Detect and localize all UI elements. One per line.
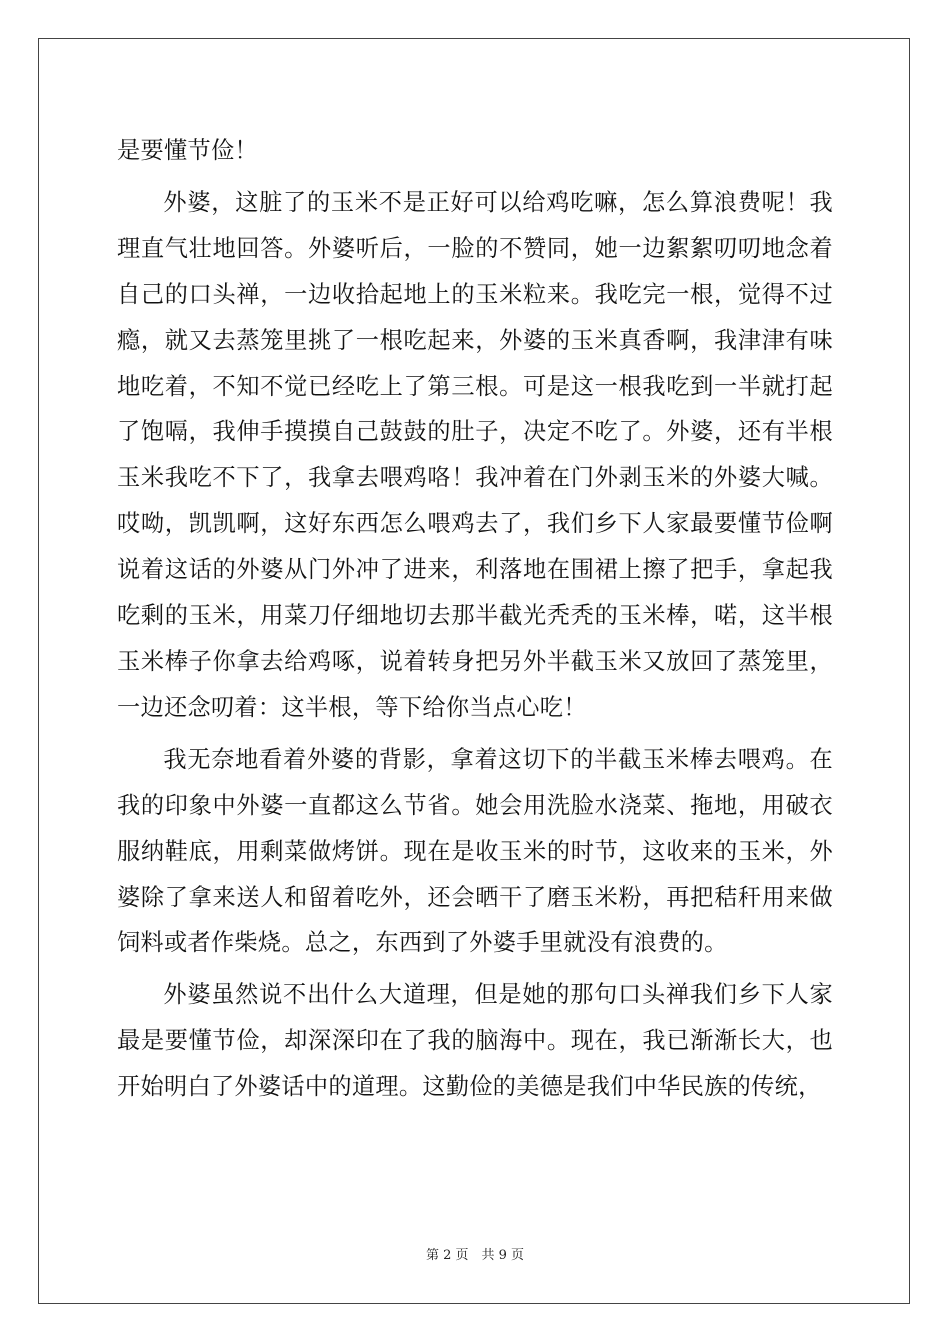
page-number-footer: 第 2 页 共 9 页 xyxy=(425,1248,525,1263)
paragraph-4: 外婆虽然说不出什么大道理，但是她的那句口头禅我们乡下人家最是要懂节俭，却深深印在了我的脑海中。现在，我已渐渐长大，也开始明白了外婆话中的道理。这勤俭的美德是我们中华民族的传统， xyxy=(117,981,833,1101)
paragraph-3: 我无奈地看着外婆的背影，拿着这切下的半截玉米棒去喂鸡。在我的印象中外婆一直都这么节省。她会用洗脸水浇菜、拖地，用破衣服纳鞋底，用剩菜做烤饼。现在是收玉米的时节，这收来的玉米，外婆除了拿来送人和留着吃外，还会晒干了磨玉米粉，再把秸秆用来做饲料或者作柴烧。总之，东西到了外婆手里就没有浪费的。 xyxy=(117,745,833,957)
document-body xyxy=(117,128,833,1110)
paragraph-2: 外婆，这脏了的玉米不是正好可以给鸡吃嘛，怎么算浪费呢！我理直气壮地回答。外婆听后，一脸的不赞同，她一边絮絮叨叨地念着自己的口头禅，一边收拾起地上的玉米粒来。我吃完一根，觉得不过瘾，就又去蒸笼里挑了一根吃起来，外婆的玉米真香啊，我津津有味地吃着，不知不觉已经吃上了第三根。可是这一根我吃到一半就打起了饱嗝，我伸手摸摸自己鼓鼓的肚子，决定不吃了。外婆，还有半根玉米我吃不下了，我拿去喂鸡咯！我冲着在门外剥玉米的外婆大喊。哎呦，凯凯啊，这好东西怎么喂鸡去了，我们乡下人家最要懂节俭啊说着这话的外婆从门外冲了进来，利落地在围裙上擦了把手，拿起我吃剩的玉米，用菜刀仔细地切去那半截光秃秃的玉米棒，喏，这半根玉米棒子你拿去给鸡啄，说着转身把另外半截玉米又放回了蒸笼里，一边还念叨着：这半根，等下给你当点心吃！ xyxy=(117,188,833,721)
paragraph-1: 是要懂节俭！ xyxy=(117,137,258,164)
